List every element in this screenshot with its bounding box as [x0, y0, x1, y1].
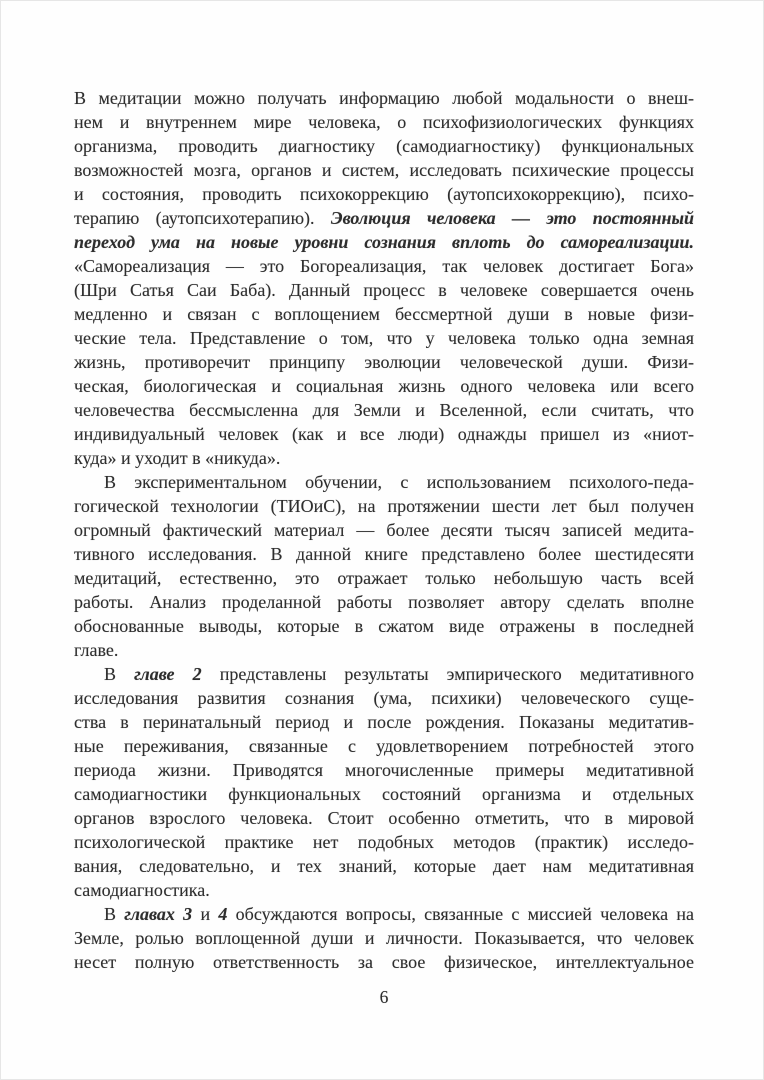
body-text: исследования развития сознания (ума, психики) человеческого суще- — [74, 688, 694, 708]
body-text: несет полную ответственность за свое физическое, интеллектуальное — [74, 952, 694, 972]
text-line — [74, 470, 694, 494]
text-line — [74, 446, 694, 470]
text-line — [74, 878, 694, 902]
body-text: работы. Анализ проделанной работы позволяет автору сделать вполне — [74, 592, 694, 612]
text-line — [74, 494, 694, 518]
body-text: гогической технологии (ТИОиС), на протяжении шести лет был получен — [74, 496, 694, 516]
text-line — [74, 902, 694, 926]
body-text: организма, проводить диагностику (самодиагностику) функциональных — [74, 136, 694, 156]
text-line — [74, 542, 694, 566]
text-line — [74, 206, 694, 230]
body-text: тивного исследования. В данной книге представлено более шестидесяти — [74, 544, 694, 564]
text-line — [74, 254, 694, 278]
text-line — [74, 350, 694, 374]
text-line — [74, 590, 694, 614]
text-line — [74, 110, 694, 134]
text-line — [74, 782, 694, 806]
text-line — [74, 950, 694, 974]
body-text: самодиагностика. — [74, 880, 210, 900]
body-text: ные переживания, связанные с удовлетворением потребностей этого — [74, 736, 694, 756]
body-text: самодиагностики функциональных состояний организма и отдельных — [74, 784, 694, 804]
body-text: и состояния, проводить психокоррекцию (аутопсихокоррекцию), психо- — [74, 184, 694, 204]
body-text: жизнь, противоречит принципу эволюции человеческой души. Физи- — [74, 352, 694, 372]
text-line — [74, 158, 694, 182]
body-text: и — [192, 904, 219, 924]
body-text: ческая, биологическая и социальная жизнь одного человека или всего — [74, 376, 694, 396]
text-line — [74, 86, 694, 110]
body-text: (Шри Сатья Саи Баба). Данный процесс в человеке совершается очень — [74, 280, 694, 300]
body-text: куда» и уходит в «никуда». — [74, 448, 281, 468]
body-text: В — [104, 904, 125, 924]
emphasis-text: переход ума на новые уровни сознания вплоть до самореализации. — [74, 232, 694, 252]
text-line — [74, 134, 694, 158]
body-text: главе. — [74, 640, 119, 660]
text-line — [74, 638, 694, 662]
body-text: индивидуальный человек (как и все люди) однажды пришел из «ниот- — [74, 424, 694, 444]
emphasis-text: 4 — [218, 904, 228, 924]
body-text: медитаций, естественно, это отражает только небольшую часть всей — [74, 568, 694, 588]
text-line — [74, 614, 694, 638]
text-line — [74, 518, 694, 542]
body-text: В медитации можно получать информацию любой модальности о внеш- — [74, 88, 694, 108]
text-line — [74, 734, 694, 758]
text-line — [74, 710, 694, 734]
body-text: В — [104, 664, 135, 684]
page-number: 6 — [379, 987, 389, 1007]
text-line — [74, 830, 694, 854]
body-text: ства в перинатальный период и после рождения. Показаны медитатив- — [74, 712, 694, 732]
text-line — [74, 302, 694, 326]
body-text: обоснованные выводы, которые в сжатом виде отражены в последней — [74, 616, 694, 636]
body-text: человечества бессмысленна для Земли и Вселенной, если считать, что — [74, 400, 694, 420]
emphasis-text: Эволюция человека — это постоянный — [330, 208, 694, 228]
text-line — [74, 230, 694, 254]
body-text: вания, следовательно, и тех знаний, которые дает нам медитативная — [74, 856, 694, 876]
text-line — [74, 278, 694, 302]
body-text: органов взрослого человека. Стоит особенно отметить, что в мировой — [74, 808, 694, 828]
body-text: медленно и связан с воплощением бессмертной души в новые физи- — [74, 304, 694, 324]
text-line — [74, 182, 694, 206]
body-text: терапию (аутопсихотерапию). — [74, 208, 331, 228]
body-text: представлены результаты эмпирического медитативного — [201, 664, 694, 684]
text-line — [74, 422, 694, 446]
text-line — [74, 374, 694, 398]
body-text: психологической практике нет подобных методов (практик) исследо- — [74, 832, 694, 852]
text-line — [74, 566, 694, 590]
text-line — [74, 662, 694, 686]
text-line — [74, 686, 694, 710]
text-line — [74, 806, 694, 830]
emphasis-text: главе 2 — [134, 664, 202, 684]
text-line — [74, 326, 694, 350]
body-text: ческие тела. Представление о том, что у человека только одна земная — [74, 328, 694, 348]
body-text: возможностей мозга, органов и систем, исследовать психические процессы — [74, 160, 694, 180]
body-text: Земле, ролью воплощенной души и личности. Показывается, что человек — [74, 928, 694, 948]
body-text: периода жизни. Приводятся многочисленные примеры медитативной — [74, 760, 694, 780]
text-line — [74, 854, 694, 878]
text-line — [74, 758, 694, 782]
body-text: огромный фактический материал — более десяти тысяч записей медита- — [74, 520, 694, 540]
body-text: нем и внутреннем мире человека, о психофизиологических функциях — [74, 112, 694, 132]
body-text: В экспериментальном обучении, с использованием психолого-педа- — [104, 472, 694, 492]
text-line — [74, 926, 694, 950]
body-text: «Самореализация — это Богореализация, так человек достигает Бога» — [74, 256, 694, 276]
body-text: обсуждаются вопросы, связанные с миссией человека на — [227, 904, 694, 924]
text-block — [74, 86, 694, 974]
emphasis-text: главах 3 — [124, 904, 193, 924]
text-line — [74, 398, 694, 422]
